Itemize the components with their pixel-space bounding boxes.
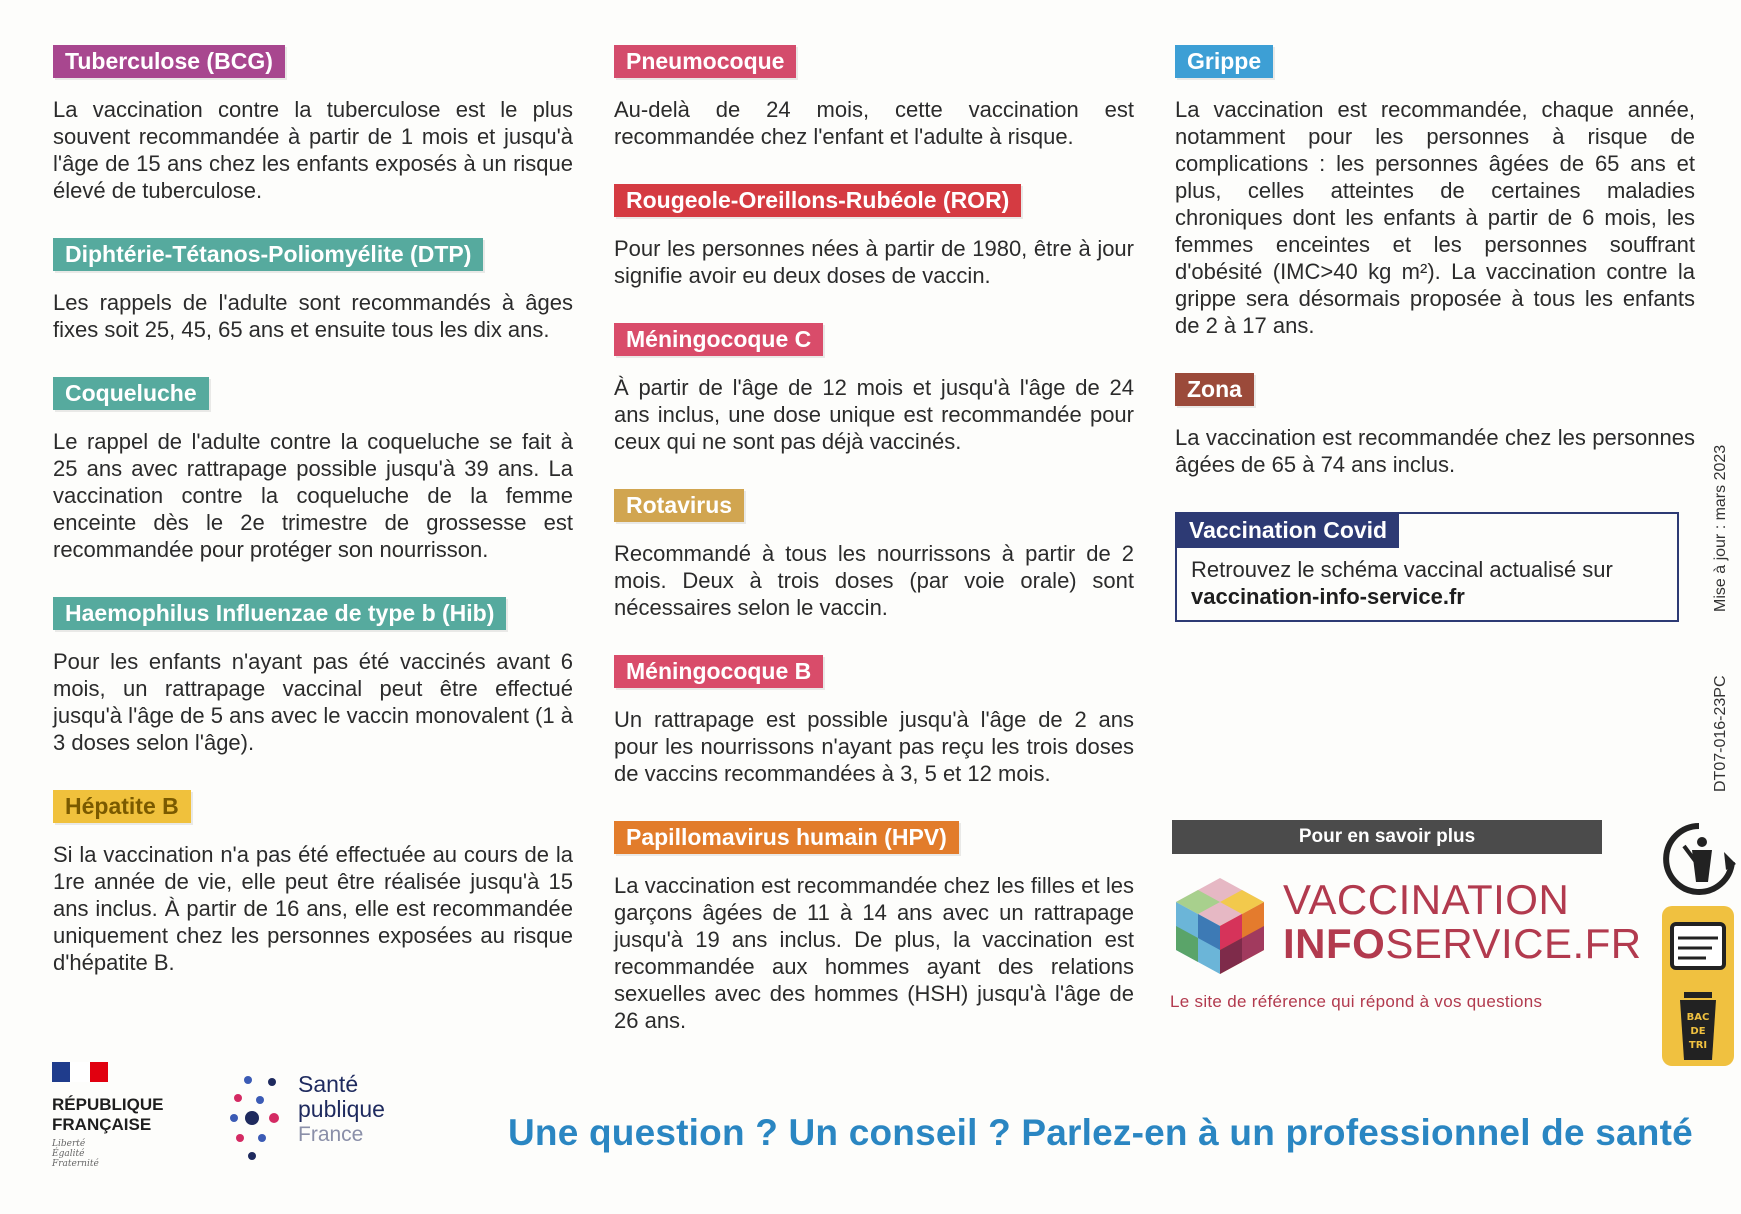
- rf-motto-1: Liberté: [52, 1139, 86, 1149]
- covid-box: [1175, 512, 1679, 622]
- section-text-pneumocoque: Au-delà de 24 mois, cette vaccination est recommandée chez l'enfant et l'adulte à risque.: [614, 97, 1134, 149]
- brand-line-2-bold: INFO: [1283, 920, 1386, 967]
- brand-line-2-rest: SERVICE.FR: [1385, 920, 1642, 967]
- rf-motto-3: Fraternité: [52, 1159, 99, 1169]
- brand-line-1: VACCINATION: [1283, 876, 1570, 923]
- svg-text:TRI: TRI: [1688, 1040, 1708, 1051]
- section-title-zona: Zona: [1175, 373, 1254, 406]
- sante-publique-france-text: [298, 1072, 385, 1147]
- triman-card-icon: [1662, 914, 1734, 984]
- rf-line-1: RÉPUBLIQUE: [52, 1095, 164, 1114]
- section-hepatite-b: [53, 790, 573, 976]
- section-bcg: [53, 45, 573, 204]
- section-title-coqueluche: Coqueluche: [53, 377, 209, 410]
- section-meningocoque-b: [614, 655, 1134, 787]
- section-title-hpv: Papillomavirus humain (HPV): [614, 821, 959, 854]
- section-text-hepatite-b: Si la vaccination n'a pas été effectuée au cours de la 1re année de vie, elle peut être réalisée jusqu'à 15 ans inclus. À partir de 16 ans, elle est recommandée uniquement chez les personnes exposées au risque d'hépatite B.: [53, 842, 573, 975]
- more-info-bar: Pour en savoir plus: [1172, 820, 1602, 854]
- spf-line-2: publique: [298, 1096, 385, 1122]
- brand-tagline: Le site de référence qui répond à vos questions: [1170, 992, 1543, 1011]
- brand-line-2: [1283, 922, 1642, 966]
- rf-line-2: FRANÇAISE: [52, 1115, 152, 1134]
- section-meningocoque-c: [614, 323, 1134, 455]
- section-text-meningocoque-c: À partir de l'âge de 12 mois et jusqu'à l'âge de 24 ans inclus, une dose unique est recommandée pour ceux qui ne sont pas déjà vaccinés.: [614, 375, 1134, 454]
- section-ror: [614, 184, 1134, 289]
- triman-bin-icon: [1662, 986, 1734, 1066]
- spf-line-1: Santé: [298, 1071, 359, 1097]
- covid-text: [1177, 548, 1677, 610]
- section-hpv: [614, 821, 1134, 1034]
- section-hib: [53, 597, 573, 756]
- section-title-pneumocoque: Pneumocoque: [614, 45, 796, 78]
- section-text-ror: Pour les personnes nées à partir de 1980, être à jour signifie avoir eu deux doses de vaccin.: [614, 236, 1134, 288]
- section-dtp: [53, 238, 573, 343]
- section-pneumocoque: [614, 45, 1134, 150]
- sante-publique-france-icon: [228, 1072, 292, 1162]
- section-text-meningocoque-b: Un rattrapage est possible jusqu'à l'âge de 2 ans pour les nourrissons n'ayant pas reçu les trois doses de vaccins recommandées à 3, 5 et 12 mois.: [614, 707, 1134, 786]
- section-title-meningocoque-b: Méningocoque B: [614, 655, 823, 688]
- section-zona: [1175, 373, 1695, 478]
- vaccination-info-service-logo-icon: [1170, 876, 1270, 976]
- recycle-person-icon: [1662, 822, 1736, 898]
- svg-text:BAC: BAC: [1686, 1012, 1710, 1023]
- section-text-rotavirus: Recommandé à tous les nourrissons à partir de 2 mois. Deux à trois doses (par voie orale) sont nécessaires selon le vaccin.: [614, 541, 1134, 620]
- covid-title: Vaccination Covid: [1177, 514, 1399, 548]
- footer-call-to-action: Une question ? Un conseil ? Parlez-en à un professionnel de santé: [508, 1112, 1693, 1153]
- section-text-bcg: La vaccination contre la tuberculose est le plus souvent recommandée à partir de 1 mois et jusqu'à l'âge de 15 ans chez les enfants exposés à un risque élevé de tuberculose.: [53, 97, 573, 203]
- section-title-ror: Rougeole-Oreillons-Rubéole (ROR): [614, 184, 1021, 217]
- triman-panel: [1662, 906, 1734, 1066]
- column-middle: [614, 45, 1134, 1068]
- vaccination-info-service-brand[interactable]: [1283, 878, 1642, 966]
- section-title-hib: Haemophilus Influenzae de type b (Hib): [53, 597, 506, 630]
- update-date: Mise à jour : mars 2023: [1712, 444, 1729, 612]
- section-title-grippe: Grippe: [1175, 45, 1273, 78]
- covid-description: Retrouvez le schéma vaccinal actualisé sur: [1191, 557, 1613, 582]
- section-text-grippe: La vaccination est recommandée, chaque année, notamment pour les personnes à risque de complications : les personnes âgées de 65 ans et plus, celles atteintes de certaines maladies chroniques dont les enfants à partir de 6 mois, les femmes enceintes et les personnes souffrant d'obésité (IMC>40 kg m²). La vaccination contre la grippe sera désormais proposée à tous les enfants de 2 à 17 ans.: [1175, 97, 1695, 338]
- section-text-coqueluche: Le rappel de l'adulte contre la coqueluche se fait à 25 ans avec rattrapage possible jusqu'à 39 ans. La vaccination contre la coqueluche de la femme enceinte dès le 2e trimestre de grossesse est recommandée pour protéger son nourrisson.: [53, 429, 573, 562]
- section-rotavirus: [614, 489, 1134, 621]
- marianne-icon: [52, 1062, 108, 1082]
- column-right: [1175, 45, 1695, 622]
- section-text-hib: Pour les enfants n'ayant pas été vaccinés avant 6 mois, un rattrapage vaccinal peut être effectué jusqu'à l'âge de 5 ans avec le vaccin monovalent (1 à 3 doses selon l'âge).: [53, 649, 573, 755]
- column-left: [53, 45, 573, 1010]
- section-text-zona: La vaccination est recommandée chez les personnes âgées de 65 à 74 ans inclus.: [1175, 425, 1695, 477]
- svg-text:DE: DE: [1690, 1026, 1706, 1037]
- republique-francaise-logo: [52, 1062, 163, 1169]
- section-coqueluche: [53, 377, 573, 563]
- section-title-bcg: Tuberculose (BCG): [53, 45, 285, 78]
- spf-line-3: France: [298, 1123, 364, 1146]
- section-title-meningocoque-c: Méningocoque C: [614, 323, 823, 356]
- section-title-rotavirus: Rotavirus: [614, 489, 744, 522]
- section-title-hepatite-b: Hépatite B: [53, 790, 191, 823]
- rf-motto-2: Égalité: [52, 1149, 85, 1159]
- section-text-dtp: Les rappels de l'adulte sont recommandés à âges fixes soit 25, 45, 65 ans et ensuite tous les dix ans.: [53, 290, 573, 342]
- document-code: DT07-016-23PC: [1712, 675, 1729, 792]
- section-text-hpv: La vaccination est recommandée chez les filles et les garçons âgées de 11 à 14 ans avec un rattrapage jusqu'à 19 ans inclus. De plus, la vaccination est recommandée aux hommes ayant des relations sexuelles avec des hommes (HSH) jusqu'à l'âge de 26 ans.: [614, 873, 1134, 1033]
- section-grippe: [1175, 45, 1695, 339]
- covid-link[interactable]: vaccination-info-service.fr: [1191, 584, 1465, 609]
- section-title-dtp: Diphtérie-Tétanos-Poliomyélite (DTP): [53, 238, 483, 271]
